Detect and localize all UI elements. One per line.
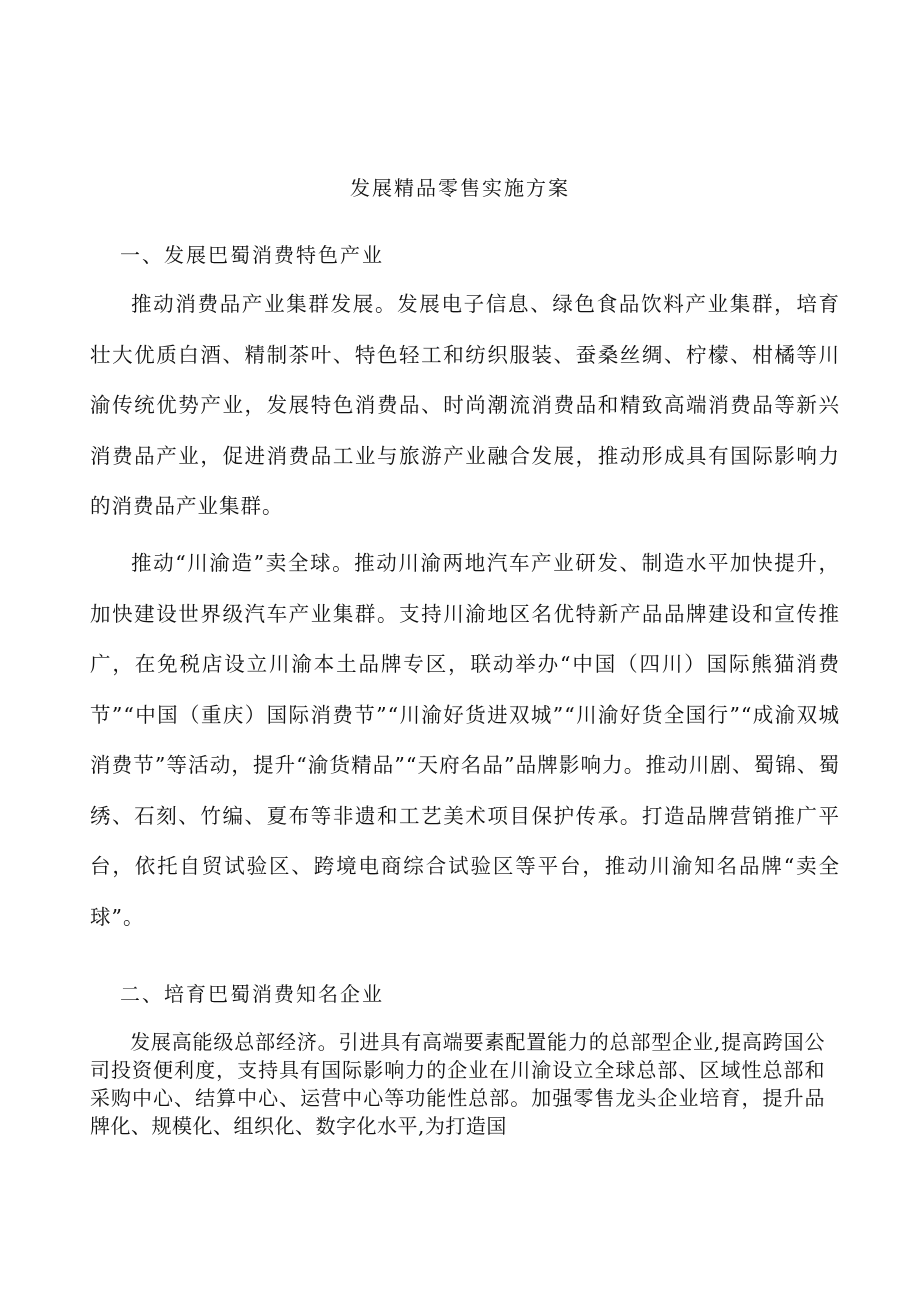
document-title: 发展精品零售实施方案	[350, 176, 570, 200]
section-2-paragraph-1: 发展高能级总部经济。引进具有高端要素配置能力的总部型企业,提高跨国公司投资便利度，支持具有国际影响力的企业在川渝设立全球总部、区域性总部和采购中心、结算中心、运营中心等功能性总部。加强零售龙头企业培育，提升品牌化、规模化、组织化、数字化水平,为打造国	[90, 1030, 825, 1138]
section-1-paragraph-1: 推动消费品产业集群发展。发展电子信息、绿色食品饮料产业集群，培育壮大优质白酒、精制茶叶、特色轻工和纺织服装、蚕桑丝绸、柠檬、柑橘等川渝传统优势产业，发展特色消费品、时尚潮流消费品和精致高端消费品等新兴消费品产业，促进消费品工业与旅游产业融合发展，推动形成具有国际影响力的消费品产业集群。	[90, 292, 840, 518]
section-1-paragraph-2: 推动“川渝造”卖全球。推动川渝两地汽车产业研发、制造水平加快提升，加快建设世界级汽车产业集群。支持川渝地区名优特新产品品牌建设和宣传推广，在免税店设立川渝本土品牌专区，联动举办“中国（四川）国际熊猫消费节”“中国（重庆）国际消费节”“川渝好货进双城”“川渝好货全国行”“成渝双城消费节”等活动，提升“渝货精品”“天府名品”品牌影响力。推动川剧、蜀锦、蜀绣、石刻、竹编、夏布等非遗和工艺美术项目保护传承。打造品牌营销推广平台，依托自贸试验区、跨境电商综合试验区等平台，推动川渝知名品牌“卖全球”。	[90, 551, 840, 929]
section-heading-2: 二、培育巴蜀消费知名企业	[120, 982, 384, 1006]
section-heading-1: 一、发展巴蜀消费特色产业	[120, 243, 384, 267]
